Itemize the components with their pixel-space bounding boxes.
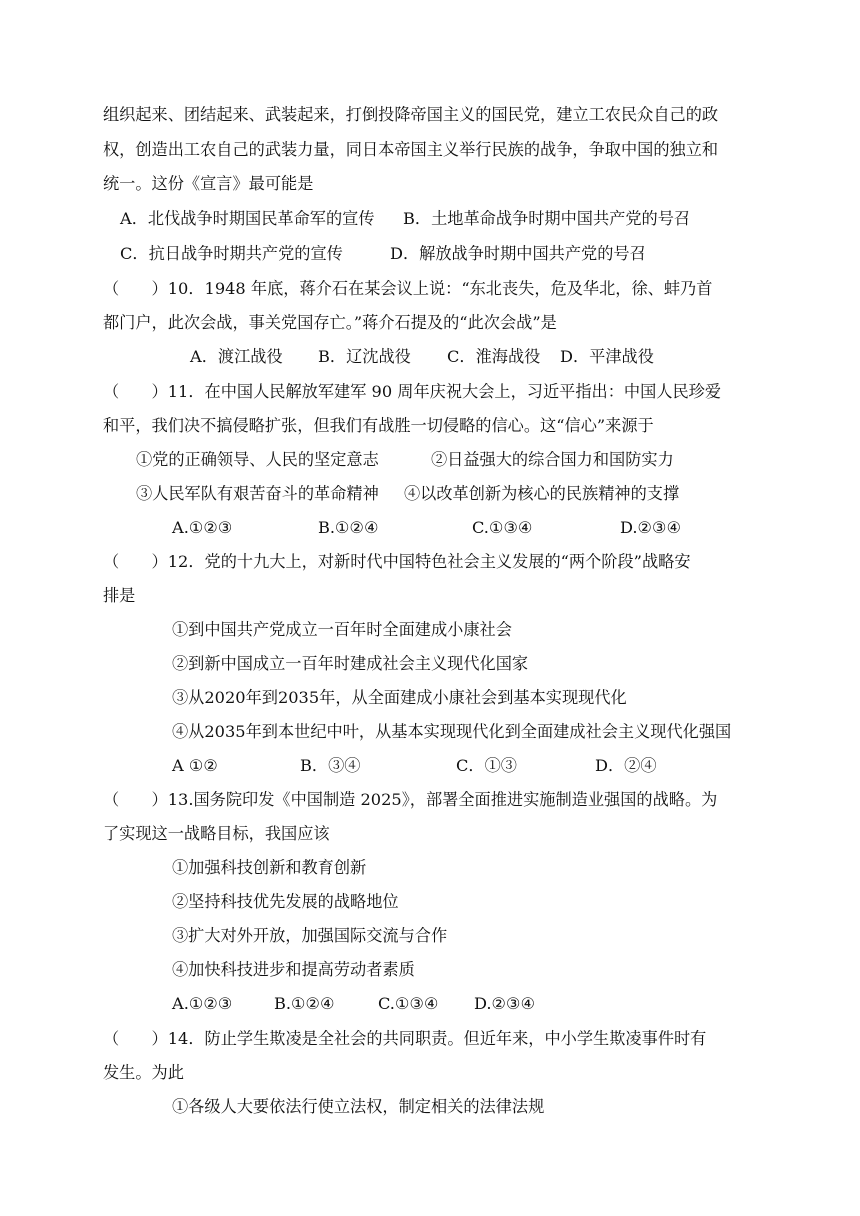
q12-option-d: D．②④ <box>595 756 657 775</box>
q13-option-d: D.②③④ <box>474 994 536 1013</box>
q13-option-a: A.①②③ <box>172 994 233 1013</box>
q9-stem-line: 权，创造出工农自己的武装力量，同日本帝国主义举行民族的战争，争取中国的独立和 <box>103 140 719 159</box>
q11-option-b: B.①②④ <box>318 518 379 537</box>
q12-item: ①到中国共产党成立一百年时全面建成小康社会 <box>172 620 512 639</box>
q13-option-b: B.①②④ <box>274 994 335 1013</box>
q13-item: ②坚持科技优先发展的战略地位 <box>172 892 399 911</box>
q12-option-c: C．①③ <box>456 756 517 775</box>
q14-item: ①各级人大要依法行使立法权，制定相关的法律法规 <box>172 1097 545 1116</box>
q9-option-b: B．土地革命战争时期中国共产党的号召 <box>403 209 691 228</box>
q9-option-c: C．抗日战争时期共产党的宣传 <box>120 244 343 263</box>
q10-option-d: D．平津战役 <box>560 347 654 366</box>
q11-stem-line: （ ）11．在中国人民解放军建军 90 周年庆祝大会上，习近平指出：中国人民珍爱 <box>103 382 722 401</box>
q9-option-d: D．解放战争时期中国共产党的号召 <box>390 244 646 263</box>
q12-stem-line: 排是 <box>103 586 136 605</box>
q12-option-a: A ①② <box>172 756 218 775</box>
q13-option-c: C.①③④ <box>378 994 439 1013</box>
q11-option-a: A.①②③ <box>172 518 233 537</box>
q9-option-a: A．北伐战争时期国民革命军的宣传 <box>120 209 375 228</box>
q12-item: ②到新中国成立一百年时建成社会主义现代化国家 <box>172 654 529 673</box>
q14-stem-line: （ ）14．防止学生欺凌是全社会的共同职责。但近年来，中小学生欺凌事件时有 <box>103 1029 707 1048</box>
q13-item: ①加强科技创新和教育创新 <box>172 858 367 877</box>
q13-stem-line: 了实现这一战略目标，我国应该 <box>103 824 330 843</box>
q12-item: ④从2035年到本世纪中叶，从基本实现现代化到全面建成社会主义现代化强国 <box>172 722 732 741</box>
q10-stem-line: （ ）10．1948 年底，蒋介石在某会议上说：“东北丧失，危及华北，徐、蚌乃首 <box>103 279 713 298</box>
q11-stem-line: 和平，我们决不搞侵略扩张，但我们有战胜一切侵略的信心。这“信心”来源于 <box>103 416 654 435</box>
q13-item: ④加快科技进步和提高劳动者素质 <box>172 960 415 979</box>
q9-stem-line: 统一。这份《宣言》最可能是 <box>103 174 314 193</box>
q11-item: ③人民军队有艰苦奋斗的革命精神 <box>136 484 379 503</box>
q11-item: ①党的正确领导、人民的坚定意志 <box>136 450 379 469</box>
q10-stem-line: 都门户，此次会战，事关党国存亡。”蒋介石提及的“此次会战”是 <box>103 313 557 332</box>
q12-stem-line: （ ）12．党的十九大上，对新时代中国特色社会主义发展的“两个阶段”战略安 <box>103 552 691 571</box>
q9-stem-line: 组织起来、团结起来、武装起来，打倒投降帝国主义的国民党，建立工农民众自己的政 <box>103 105 719 124</box>
q12-option-b: B．③④ <box>300 756 361 775</box>
q11-option-d: D.②③④ <box>620 518 682 537</box>
q13-item: ③扩大对外开放，加强国际交流与合作 <box>172 926 448 945</box>
q10-option-b: B．辽沈战役 <box>318 347 411 366</box>
q11-item: ④以改革创新为核心的民族精神的支撑 <box>404 484 680 503</box>
q12-item: ③从2020年到2035年，从全面建成小康社会到基本实现现代化 <box>172 688 627 707</box>
q10-option-a: A．渡江战役 <box>190 347 283 366</box>
q14-stem-line: 发生。为此 <box>103 1063 184 1082</box>
q10-option-c: C．淮海战役 <box>447 347 541 366</box>
q11-option-c: C.①③④ <box>472 518 533 537</box>
q13-stem-line: （ ）13.国务院印发《中国制造 2025》，部署全面推进实施制造业强国的战略。为 <box>103 790 718 809</box>
q11-item: ②日益强大的综合国力和国防实力 <box>431 450 674 469</box>
